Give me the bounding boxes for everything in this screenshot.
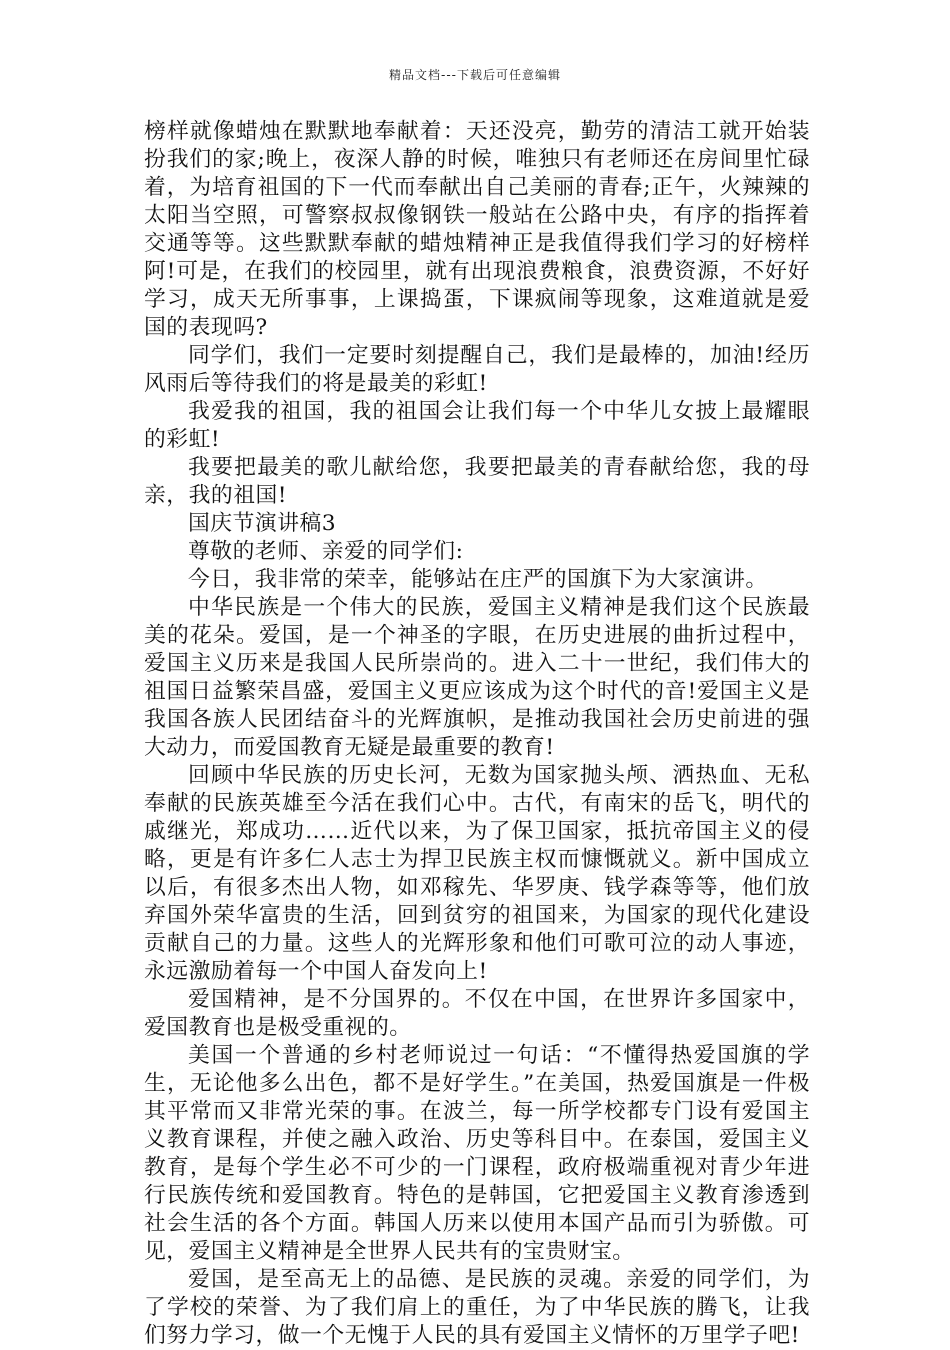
paragraph-3: 我爱我的祖国，我的祖国会让我们每一个中华儿女披上最耀眼的彩虹! [144,399,810,452]
paragraph-4: 我要把最美的歌儿献给您，我要把最美的青春献给您，我的母亲，我的祖国! [144,455,810,508]
section-title: 国庆节演讲稿3 [188,511,337,536]
salutation: 尊敬的老师、亲爱的同学们: [188,539,464,564]
paragraph-11: 美国一个普通的乡村老师说过一句话：“不懂得热爱国旗的学生，无论他多么出色，都不是好学生。”在美国，热爱国旗是一件极其平常而又非常光荣的事。在波兰，每一所学校都专门设有爱国主义教育课程，并使之融入政治、历史等科目中。在泰国，爱国主义教育，是每个学生必不可少的一门课程，政府极端重视对青少年进行民族传统和爱国教育。特色的是韩国，它把爱国主义教育渗透到社会生活的各个方面。韩国人历来以使用本国产品而引为骄傲。可见，爱国主义精神是全世界人民共有的宝贵财宝。 [144,1043,810,1264]
paragraph-10: 爱国精神，是不分国界的。不仅在中国，在世界许多国家中，爱国教育也是极受重视的。 [144,987,810,1040]
paragraph-2: 同学们，我们一定要时刻提醒自己，我们是最棒的，加油!经历风雨后等待我们的将是最美的彩虹! [144,343,810,396]
paragraph-1: 榜样就像蜡烛在默默地奉献着：天还没亮，勤劳的清洁工就开始装扮我们的家;晚上，夜深人静的时候，唯独只有老师还在房间里忙碌着，为培育祖国的下一代而奉献出自己美丽的青春;正午，火辣辣的太阳当空照，可警察叔叔像钢铁一般站在公路中央，有序的指挥着交通等等。这些默默奉献的蜡烛精神正是我值得我们学习的好榜样阿!可是，在我们的校园里，就有出现浪费粮食，浪费资源，不好好学习，成天无所事事，上课捣蛋，下课疯闹等现象，这难道就是爱国的表现吗? [144,119,810,340]
paragraph-7: 今日，我非常的荣幸，能够站在庄严的国旗下为大家演讲。 [188,567,768,592]
paragraph-9: 回顾中华民族的历史长河，无数为国家抛头颅、洒热血、无私奉献的民族英雄至今活在我们心中。古代，有南宋的岳飞，明代的戚继光，郑成功……近代以来，为了保卫国家，抵抗帝国主义的侵略，更是有许多仁人志士为捍卫民族主权而慷慨就义。新中国成立以后，有很多杰出人物，如邓稼先、华罗庚、钱学森等等，他们放弃国外荣华富贵的生活，回到贫穷的祖国来，为国家的现代化建设贡献自己的力量。这些人的光辉形象和他们可歌可泣的动人事迹，永远激励着每一个中国人奋发向上! [144,763,810,984]
paragraph-12: 爱国，是至高无上的品德、是民族的灵魂。亲爱的同学们，为了学校的荣誉、为了我们肩上的重任，为了中华民族的腾飞，让我们努力学习，做一个无愧于人民的具有爱国主义情怀的万里学子吧! [144,1267,810,1348]
document-body [144,118,810,1350]
header-note: 精品文档---下载后可任意编辑 [389,68,561,82]
paragraph-8: 中华民族是一个伟大的民族，爱国主义精神是我们这个民族最美的花朵。爱国，是一个神圣的字眼，在历史进展的曲折过程中，爱国主义历来是我国人民所崇尚的。进入二十一世纪，我们伟大的祖国日益繁荣昌盛，爱国主义更应该成为这个时代的音!爱国主义是我国各族人民团结奋斗的光辉旗帜，是推动我国社会历史前进的强大动力，而爱国教育无疑是最重要的教育! [144,595,810,760]
